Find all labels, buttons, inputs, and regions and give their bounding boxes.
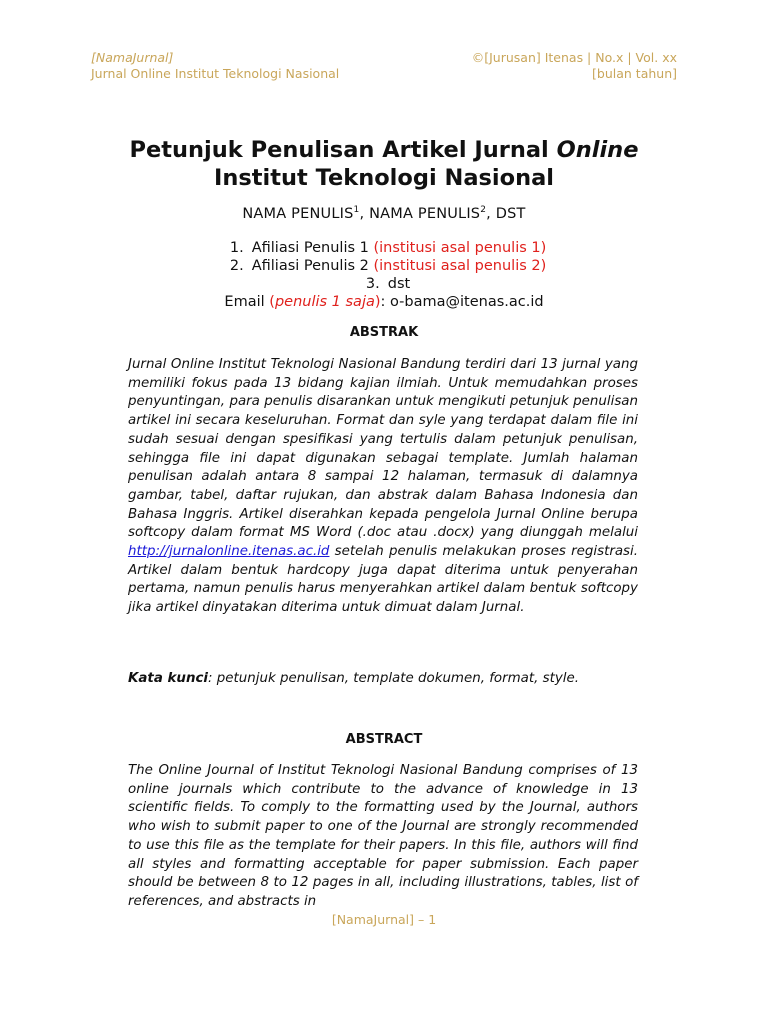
abstrak-text-cont: setelah penulis melakukan proses registrasi. Artikel dalam bentuk hardcopy juga dapat diterima untuk penyerahan pertama, namun penulis harus menyerahkan artikel dalam bentuk softcopy jika artikel dinyatakan diterima untuk dimuat dalam Jurnal.: [128, 544, 638, 616]
author-1-sup: 1: [353, 205, 360, 215]
title-line-1: [0, 136, 768, 164]
author-etc: , DST: [486, 206, 526, 222]
title-emphasis: Online: [556, 137, 639, 163]
email-note-close: ): [374, 294, 381, 310]
author-2-sup: 2: [480, 205, 487, 215]
abstrak-heading: ABSTRAK: [349, 325, 419, 340]
author-2: NAMA PENULIS: [369, 206, 481, 222]
journal-name: Jurnal Online Institut Teknologi Nasional: [91, 66, 340, 81]
affiliation-note: (institusi asal penulis 2): [373, 258, 547, 274]
title-line-2: Institut Teknologi Nasional: [214, 165, 554, 191]
running-header-left: [91, 50, 339, 82]
keywords-label: Kata kunci: [128, 671, 209, 686]
affiliation-label: Afiliasi Penulis 2: [251, 258, 369, 274]
affiliation-item: [0, 275, 768, 293]
email-line: [0, 293, 768, 311]
journal-placeholder: [NamaJurnal]: [91, 50, 174, 65]
author-list: [0, 205, 768, 222]
affiliation-item: [0, 239, 768, 257]
page-footer: [NamaJurnal] – 1: [331, 912, 437, 927]
article-title: [0, 136, 768, 192]
running-header-right: [472, 50, 677, 82]
author-sep: ,: [359, 206, 370, 222]
affiliation-label: dst: [387, 276, 411, 292]
abstrak-paragraph: [128, 356, 638, 618]
affiliation-number: 1.: [229, 240, 244, 256]
title-text: Petunjuk Penulisan Artikel Jurnal: [129, 137, 549, 163]
email-address: : o-bama@itenas.ac.id: [380, 294, 544, 310]
email-note: penulis 1 saja: [274, 294, 375, 310]
affiliation-number: 3.: [365, 276, 380, 292]
keywords-value: : petunjuk penulisan, template dokumen, format, style.: [208, 671, 580, 686]
affiliation-note: (institusi asal penulis 1): [373, 240, 547, 256]
affiliation-label: Afiliasi Penulis 1: [251, 240, 369, 256]
abstract-heading: ABSTRACT: [345, 732, 423, 747]
abstract-paragraph: The Online Journal of Institut Teknologi Nasional Bandung comprises of 13 online journals which contribute to the advance of knowledge in 13 scientific fields. To comply to the formatting used by the Journal, authors who wish to submit paper to one of the Journal are strongly recommended to use this file as the template for their papers. In this file, authors will find all styles and formatting acceptable for paper submission. Each paper should be between 8 to 12 pages in all, including illustrations, tables, list of references, and abstracts in: [128, 763, 638, 909]
journal-link[interactable]: http://jurnalonline.itenas.ac.id: [128, 544, 330, 560]
email-label: Email: [224, 294, 265, 310]
affiliation-item: [0, 257, 768, 275]
keywords-line: [128, 670, 638, 688]
abstrak-text: Jurnal Online Institut Teknologi Nasional Bandung terdiri dari 13 jurnal yang memiliki fokus pada 13 bidang kajian ilmiah. Untuk memudahkan proses penyuntingan, para penulis disarankan untuk mengikuti petunjuk penulisan artikel ini secara keseluruhan. Format dan syle yang terdapat dalam file ini sudah sesuai dengan spesifikasi yang tertulis dalam petunjuk penulisan, sehingga file ini dapat digunakan sebagai template. Jumlah halaman penulisan adalah antara 8 sampai 12 halaman, termasuk di dalamnya gambar, tabel, daftar rujukan, dan abstrak dalam Bahasa Indonesia dan Bahasa Inggris. Artikel diserahkan kepada pengelola Jurnal Online berupa softcopy dalam format MS Word (.doc atau .docx) yang diunggah melalui: [128, 357, 638, 541]
affiliation-number: 2.: [229, 258, 244, 274]
issue-info: ©[Jurusan] Itenas | No.x | Vol. xx: [471, 50, 677, 65]
affiliation-list: [0, 239, 768, 311]
email-note-open: (: [269, 294, 275, 310]
author-1: NAMA PENULIS: [242, 206, 354, 222]
issue-date: [bulan tahun]: [592, 66, 677, 81]
